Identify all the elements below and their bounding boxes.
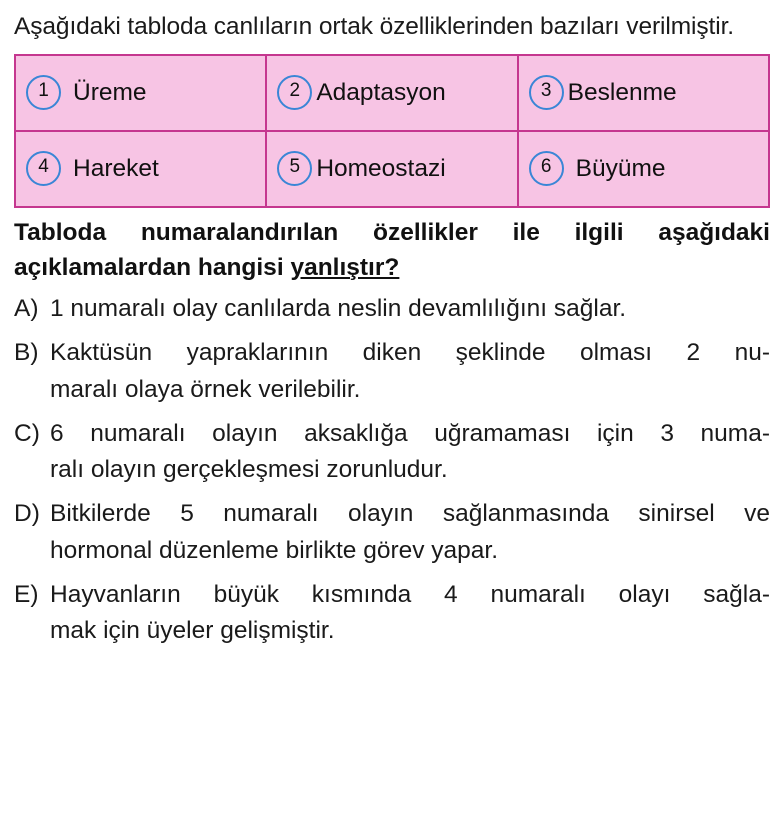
cell-label-6: Büyüme <box>575 154 666 182</box>
properties-table <box>14 54 770 208</box>
option-c-text <box>50 416 770 490</box>
cell-label-5: Homeostazi <box>316 154 446 182</box>
table-row <box>15 131 769 207</box>
number-badge-1: 1 <box>26 75 61 110</box>
option-d[interactable] <box>14 496 770 570</box>
option-e-text <box>50 577 770 651</box>
option-d-text <box>50 496 770 570</box>
option-a-line-1: 1 numaralı olay canlılarda neslin devamlılığını sağlar. <box>50 295 627 323</box>
number-badge-5: 5 <box>277 151 312 186</box>
cell-label-1: Üreme <box>73 78 147 106</box>
option-b-line-2: maralı olaya örnek verilebilir. <box>50 375 361 403</box>
option-e-line-1: Hayvanların büyük kısmında 4 numaralı olayı sağla- <box>50 580 770 608</box>
option-a-text <box>50 291 770 328</box>
options-list <box>14 291 770 650</box>
option-c[interactable] <box>14 416 770 490</box>
stem-line-2-prefix: açıklamalardan hangisi <box>14 253 291 281</box>
table-cell-1 <box>15 55 266 131</box>
option-d-letter: D) <box>14 500 40 528</box>
number-badge-2: 2 <box>277 75 312 110</box>
cell-label-2: Adaptasyon <box>316 78 446 106</box>
table-cell-4 <box>15 131 266 207</box>
question-stem <box>14 216 770 286</box>
number-badge-3: 3 <box>529 75 564 110</box>
option-b-line-1: Kaktüsün yapraklarının diken şeklinde olması 2 nu- <box>50 339 770 367</box>
option-c-line-2: ralı olayın gerçekleşmesi zorunludur. <box>50 456 448 484</box>
intro-text: Aşağıdaki tabloda canlıların ortak özelliklerinden bazıları verilmiştir. <box>14 13 734 40</box>
option-e[interactable] <box>14 577 770 651</box>
option-b-letter: B) <box>14 339 39 367</box>
option-c-line-1: 6 numaralı olayın aksaklığa uğramaması için 3 numa- <box>50 419 770 447</box>
option-d-line-2: hormonal düzenleme birlikte görev yapar. <box>50 536 499 564</box>
table-cell-3 <box>518 55 769 131</box>
option-e-line-2: mak için üyeler gelişmiştir. <box>50 617 335 645</box>
number-badge-4: 4 <box>26 151 61 186</box>
option-b-text <box>50 335 770 409</box>
cell-label-4: Hareket <box>73 154 159 182</box>
table-cell-5 <box>266 131 517 207</box>
table-cell-2 <box>266 55 517 131</box>
option-a[interactable] <box>14 291 770 328</box>
stem-line-2-underlined: yanlıştır? <box>290 253 400 281</box>
option-e-letter: E) <box>14 580 39 608</box>
option-b[interactable] <box>14 335 770 409</box>
option-d-line-1: Bitkilerde 5 numaralı olayın sağlanmasında sinirsel ve <box>50 500 770 528</box>
option-a-letter: A) <box>14 295 39 323</box>
stem-line-1: Tabloda numaralandırılan özellikler ile ilgili aşağıdaki <box>14 218 770 246</box>
cell-label-3: Beslenme <box>567 78 677 106</box>
option-c-letter: C) <box>14 419 40 447</box>
table-cell-6 <box>518 131 769 207</box>
table-row <box>15 55 769 131</box>
number-badge-6: 6 <box>529 151 564 186</box>
stem-line-2 <box>14 251 770 286</box>
